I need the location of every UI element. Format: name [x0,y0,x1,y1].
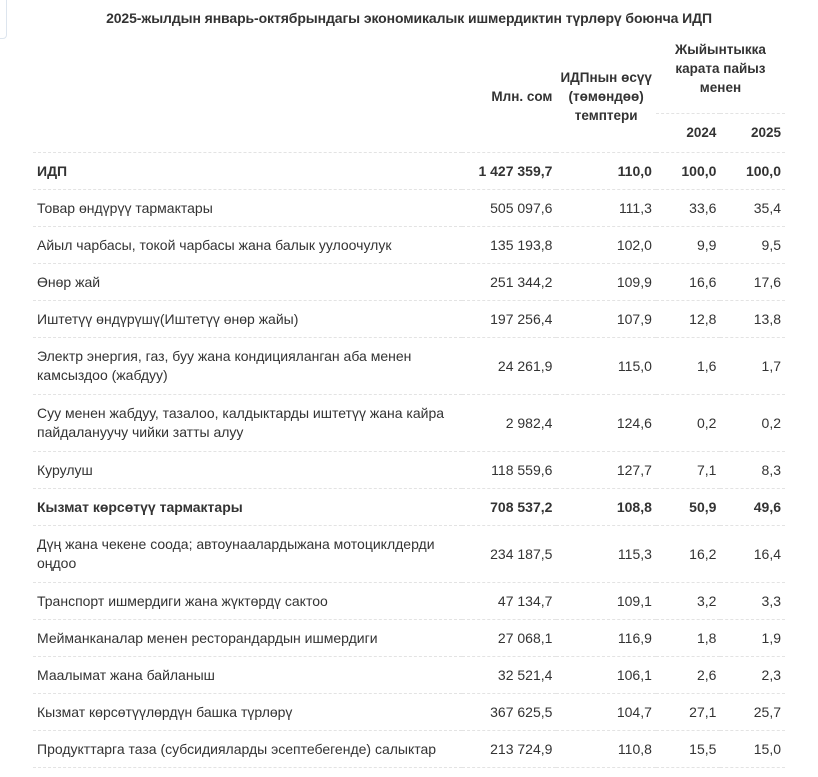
row-share-2024: 15,5 [656,731,721,768]
table-row [33,731,785,768]
row-label: Кызмат көрсөтүүлөрдүн башка түрлөрү [33,694,462,731]
row-label: Кызмат көрсөтүү тармактары [33,489,462,526]
row-mln-som: 118 559,6 [462,452,556,489]
row-growth: 109,1 [556,583,655,620]
row-share-2025: 15,0 [720,731,785,768]
row-share-2025: 25,7 [720,694,785,731]
row-growth: 124,6 [556,395,655,452]
table-title: 2025-жылдын январь-октябрындагы экономикалык ишмердиктин түрлөрү боюнча ИДП [106,10,712,26]
row-share-2024: 3,2 [656,583,721,620]
row-label: Мейманканалар менен ресторандардын ишмердиги [33,620,462,657]
row-growth: 115,3 [556,526,655,583]
row-mln-som: 47 134,7 [462,583,556,620]
header-year-2025: 2025 [750,125,781,141]
row-growth: 127,7 [556,452,655,489]
gdp-table [33,40,785,768]
header-year-2024: 2024 [686,125,717,141]
row-share-2024: 2,6 [656,657,721,694]
row-share-2025: 8,3 [720,452,785,489]
row-label: Иштетүү өндүрүшү(Иштетүү өнөр жайы) [33,301,462,338]
row-share-2025: 2,3 [720,657,785,694]
row-label: Товар өндүрүү тармактары [33,190,462,227]
row-share-2024: 100,0 [656,153,721,190]
row-growth: 109,9 [556,264,655,301]
row-label: Электр энергия, газ, буу жана кондицияланган аба менен камсыздоо (жабдуу) [33,338,462,395]
row-mln-som: 367 625,5 [462,694,556,731]
row-share-2024: 1,6 [656,338,721,395]
row-share-2024: 16,6 [656,264,721,301]
table-row [33,301,785,338]
table-row [33,452,785,489]
row-growth: 108,8 [556,489,655,526]
table-row [33,264,785,301]
row-mln-som: 27 068,1 [462,620,556,657]
row-share-2025: 49,6 [720,489,785,526]
table-row [33,694,785,731]
row-mln-som: 135 193,8 [462,227,556,264]
table-row [33,489,785,526]
row-label: Дүң жана чекене соода; автоунаалардыжана мотоциклдерди оңдоо [33,526,462,583]
row-label: Айыл чарбасы, токой чарбасы жана балык уулоочулук [33,227,462,264]
row-share-2025: 0,2 [720,395,785,452]
row-share-2025: 3,3 [720,583,785,620]
row-share-2024: 1,8 [656,620,721,657]
table-row [33,227,785,264]
row-share-2024: 27,1 [656,694,721,731]
row-share-2024: 9,9 [656,227,721,264]
table-row [33,190,785,227]
row-mln-som: 32 521,4 [462,657,556,694]
row-growth: 116,9 [556,620,655,657]
row-growth: 115,0 [556,338,655,395]
row-label: Транспорт ишмердиги жана жүктөрдү сактоо [33,583,462,620]
row-label: Маалымат жана байланыш [33,657,462,694]
table-row [33,583,785,620]
row-share-2025: 100,0 [720,153,785,190]
row-growth: 107,9 [556,301,655,338]
row-label: Суу менен жабдуу, тазалоо, калдыктарды иштетүү жана кайра пайдалануучу чийки затты алуу [33,395,462,452]
row-mln-som: 2 982,4 [462,395,556,452]
row-mln-som: 24 261,9 [462,338,556,395]
row-growth: 106,1 [556,657,655,694]
row-mln-som: 197 256,4 [462,301,556,338]
table-row [33,338,785,395]
row-label: Өнөр жай [33,264,462,301]
row-mln-som: 213 724,9 [462,731,556,768]
row-share-2024: 50,9 [656,489,721,526]
table-row [33,153,785,190]
row-share-2025: 1,7 [720,338,785,395]
row-share-2025: 35,4 [720,190,785,227]
row-share-2024: 12,8 [656,301,721,338]
row-growth: 110,8 [556,731,655,768]
header-share-percent: Жыйынтыкка карата пайыз менен [656,40,785,113]
row-share-2025: 17,6 [720,264,785,301]
row-mln-som: 708 537,2 [462,489,556,526]
row-mln-som: 1 427 359,7 [462,153,556,190]
row-mln-som: 251 344,2 [462,264,556,301]
row-share-2025: 1,9 [720,620,785,657]
row-growth: 111,3 [556,190,655,227]
row-mln-som: 505 097,6 [462,190,556,227]
row-mln-som: 234 187,5 [462,526,556,583]
row-growth: 102,0 [556,227,655,264]
row-share-2024: 7,1 [656,452,721,489]
row-share-2025: 13,8 [720,301,785,338]
table-row [33,657,785,694]
row-growth: 110,0 [556,153,655,190]
row-share-2025: 16,4 [720,526,785,583]
table-row [33,620,785,657]
row-label: Продукттарга таза (субсидияларды эсептебегенде) салыктар [33,731,462,768]
row-label: ИДП [33,153,462,190]
header-growth-rate: ИДПнын өсүү (төмөндөө) темптери [560,69,652,123]
header-label [33,40,462,153]
table-row [33,526,785,583]
row-share-2024: 16,2 [656,526,721,583]
row-label: Курулуш [33,452,462,489]
table-row [33,395,785,452]
row-share-2025: 9,5 [720,227,785,264]
row-share-2024: 0,2 [656,395,721,452]
header-mln-som: Млн. сом [491,88,553,104]
row-share-2024: 33,6 [656,190,721,227]
row-growth: 104,7 [556,694,655,731]
